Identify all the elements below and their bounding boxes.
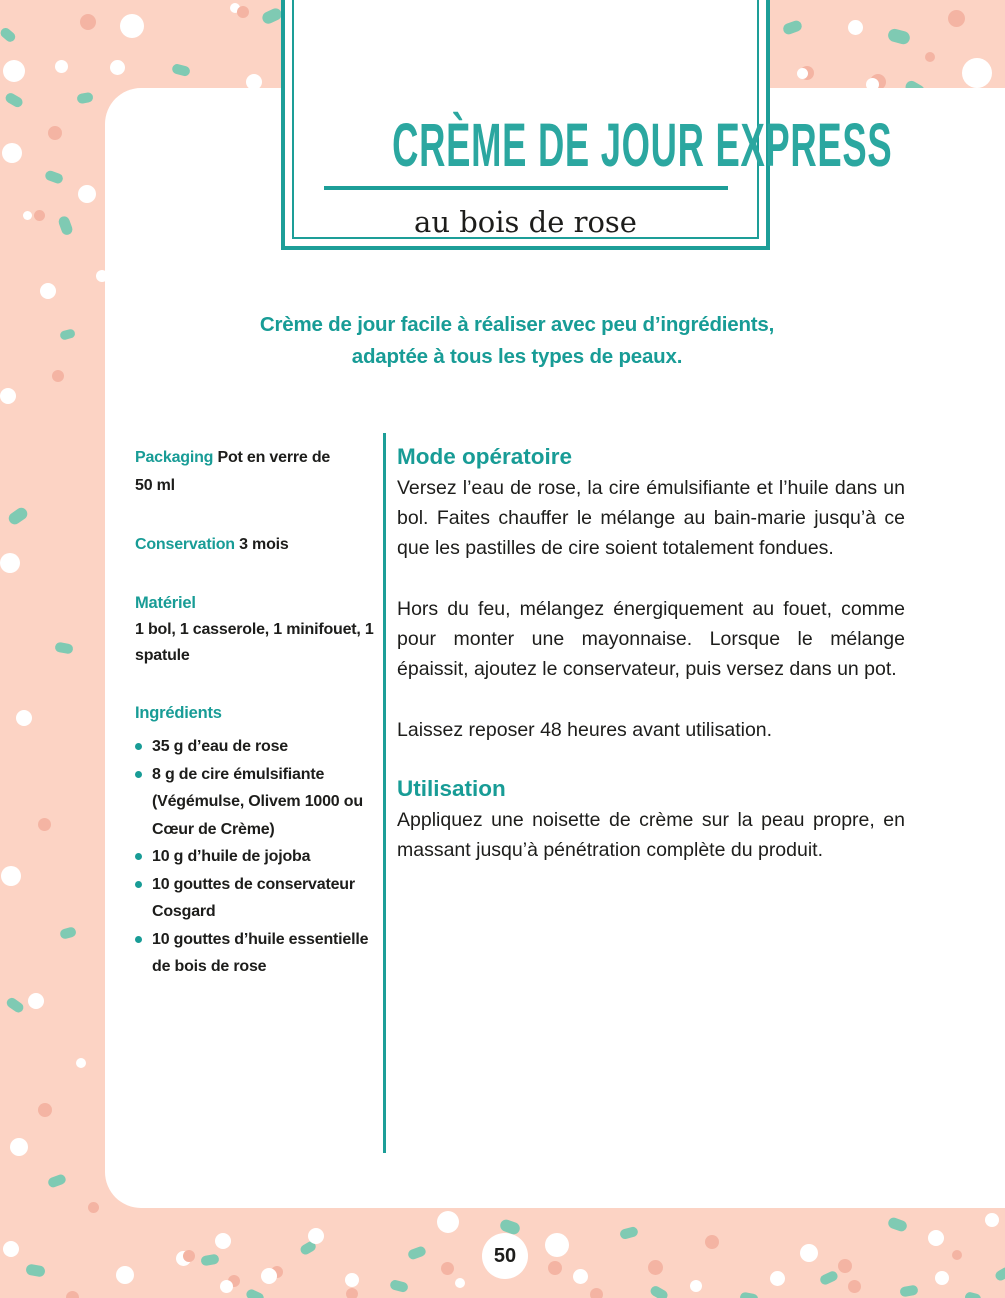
salmon-dot (66, 1291, 79, 1298)
conservation-row (135, 531, 381, 559)
mint-dash (819, 1270, 839, 1287)
white-dot (690, 1280, 702, 1292)
white-dot (985, 1213, 999, 1227)
salmon-dot (38, 818, 51, 831)
mint-dash (782, 19, 804, 36)
salmon-dot (34, 210, 45, 221)
salmon-dot (346, 1288, 358, 1298)
mint-dash (994, 1266, 1005, 1282)
mint-dash (4, 91, 24, 109)
white-dot (55, 60, 68, 73)
mint-dash (245, 1288, 265, 1298)
packaging-label: Packaging (135, 449, 214, 466)
mode-operatoire-heading: Mode opératoire (397, 444, 573, 469)
white-dot (261, 1268, 277, 1284)
materiel-value: 1 bol, 1 casserole, 1 minifouet, 1 spatule (135, 621, 374, 664)
title-content (285, 0, 893, 242)
white-dot (545, 1233, 569, 1257)
mint-dash (44, 169, 64, 185)
ingredient-item: 8 g de cire émulsifiante (Végémulse, Olivem 1000 ou Cœur de Crème) (135, 761, 381, 844)
conservation-value: 3 mois (239, 536, 289, 553)
mint-dash (649, 1284, 669, 1298)
mode-operatoire-paragraph: Hors du feu, mélangez énergiquement au fouet, comme pour monter une mayonnaise. Lorsque le mélange épaissit, ajoutez le conservateur, puis versez dans un pot. (397, 598, 905, 680)
mint-dash (619, 1226, 639, 1241)
white-dot (78, 185, 96, 203)
mint-dash (47, 1173, 67, 1189)
salmon-dot (237, 6, 249, 18)
page-title-text: CRÈME DE JOUR EXPRESS (392, 111, 893, 181)
mint-dash (407, 1245, 427, 1261)
salmon-dot (648, 1260, 663, 1275)
white-dot (437, 1211, 459, 1233)
ingredient-item: 10 gouttes d’huile essentielle de bois de rose (135, 926, 381, 981)
materiel-group (135, 589, 381, 669)
mint-dash (739, 1292, 758, 1298)
conservation-label: Conservation (135, 536, 235, 553)
mint-dash (76, 92, 94, 104)
recipe-main-column (397, 441, 905, 865)
white-dot (573, 1269, 588, 1284)
recipe-subtitle: au bois de rose (414, 205, 637, 239)
salmon-dot (48, 126, 62, 140)
materiel-label: Matériel (135, 594, 196, 612)
mint-dash (5, 996, 25, 1015)
white-dot (770, 1271, 785, 1286)
recipe-title-box (281, 0, 893, 250)
intro-text (105, 309, 929, 372)
mode-operatoire-paragraph: Laissez reposer 48 heures avant utilisation. (397, 719, 773, 741)
mint-dash (59, 926, 77, 939)
mint-dash (0, 26, 17, 44)
white-dot (110, 60, 125, 75)
mint-dash (200, 1254, 219, 1267)
utilisation-heading: Utilisation (397, 776, 506, 801)
salmon-dot (948, 10, 965, 27)
ingredient-item: 10 gouttes de conservateur Cosgard (135, 871, 381, 926)
salmon-dot (705, 1235, 719, 1249)
intro-line-2: adaptée à tous les types de peaux. (351, 344, 683, 368)
white-dot (455, 1278, 465, 1288)
white-dot (220, 1280, 233, 1293)
white-dot (935, 1271, 949, 1285)
white-dot (962, 58, 992, 88)
page-number: 50 (493, 1244, 517, 1267)
title-divider-rule (324, 186, 728, 190)
salmon-dot (52, 370, 64, 382)
white-dot (76, 1058, 86, 1068)
ingredients-list (135, 733, 381, 981)
intro-line-1: Crème de jour facile à réaliser avec peu d’ingrédients, (259, 313, 775, 336)
mint-dash (59, 328, 76, 340)
salmon-dot (952, 1250, 962, 1260)
page-title (285, 111, 893, 181)
white-dot (800, 1244, 818, 1262)
packaging-row (135, 444, 343, 500)
white-dot (40, 283, 56, 299)
mint-dash (54, 642, 73, 655)
salmon-dot (838, 1259, 852, 1273)
mint-dash (171, 63, 191, 78)
salmon-dot (88, 1202, 99, 1213)
page-number-badge (482, 1233, 528, 1279)
mint-dash (57, 215, 74, 237)
mint-dash (887, 1216, 909, 1233)
white-dot (3, 1241, 19, 1257)
ingredient-item: 10 g d’huile de jojoba (135, 843, 381, 871)
mint-dash (389, 1279, 409, 1294)
white-dot (928, 1230, 944, 1246)
ingredient-item: 35 g d’eau de rose (135, 733, 381, 761)
white-dot (120, 14, 144, 38)
column-divider (383, 433, 386, 1153)
salmon-dot (441, 1262, 454, 1275)
packaging-value: Pot en verre de 50 ml (135, 449, 331, 494)
white-dot (0, 553, 20, 573)
mint-dash (899, 1285, 918, 1298)
recipe-sidebar (135, 444, 381, 981)
white-dot (215, 1233, 231, 1249)
white-dot (2, 143, 22, 163)
white-dot (116, 1266, 134, 1284)
white-dot (23, 211, 32, 220)
white-dot (28, 993, 44, 1009)
white-dot (345, 1273, 359, 1287)
salmon-dot (925, 52, 935, 62)
mint-dash (964, 1291, 982, 1298)
utilisation-paragraph: Appliquez une noisette de crème sur la peau propre, en massant jusqu’à pénétration complète du produit. (397, 809, 905, 861)
salmon-dot (80, 14, 96, 30)
salmon-dot (590, 1288, 603, 1298)
white-dot (10, 1138, 28, 1156)
white-dot (308, 1228, 324, 1244)
white-dot (16, 710, 32, 726)
mint-dash (887, 27, 911, 45)
mode-operatoire-paragraph: Versez l’eau de rose, la cire émulsifiante et l’huile dans un bol. Faites chauffer le mélange au bain-marie jusqu’à ce que les pastilles de cire soient totalement fondues. (397, 477, 905, 559)
white-dot (0, 388, 16, 404)
white-dot (3, 60, 25, 82)
white-dot (1, 866, 21, 886)
white-dot (848, 20, 863, 35)
mint-dash (6, 505, 29, 526)
salmon-dot (183, 1250, 195, 1262)
salmon-dot (848, 1280, 861, 1293)
mint-dash (25, 1263, 46, 1277)
white-dot (797, 68, 808, 79)
ingredients-group (135, 699, 381, 981)
salmon-dot (38, 1103, 52, 1117)
salmon-dot (548, 1261, 562, 1275)
ingredients-label: Ingrédients (135, 704, 222, 722)
